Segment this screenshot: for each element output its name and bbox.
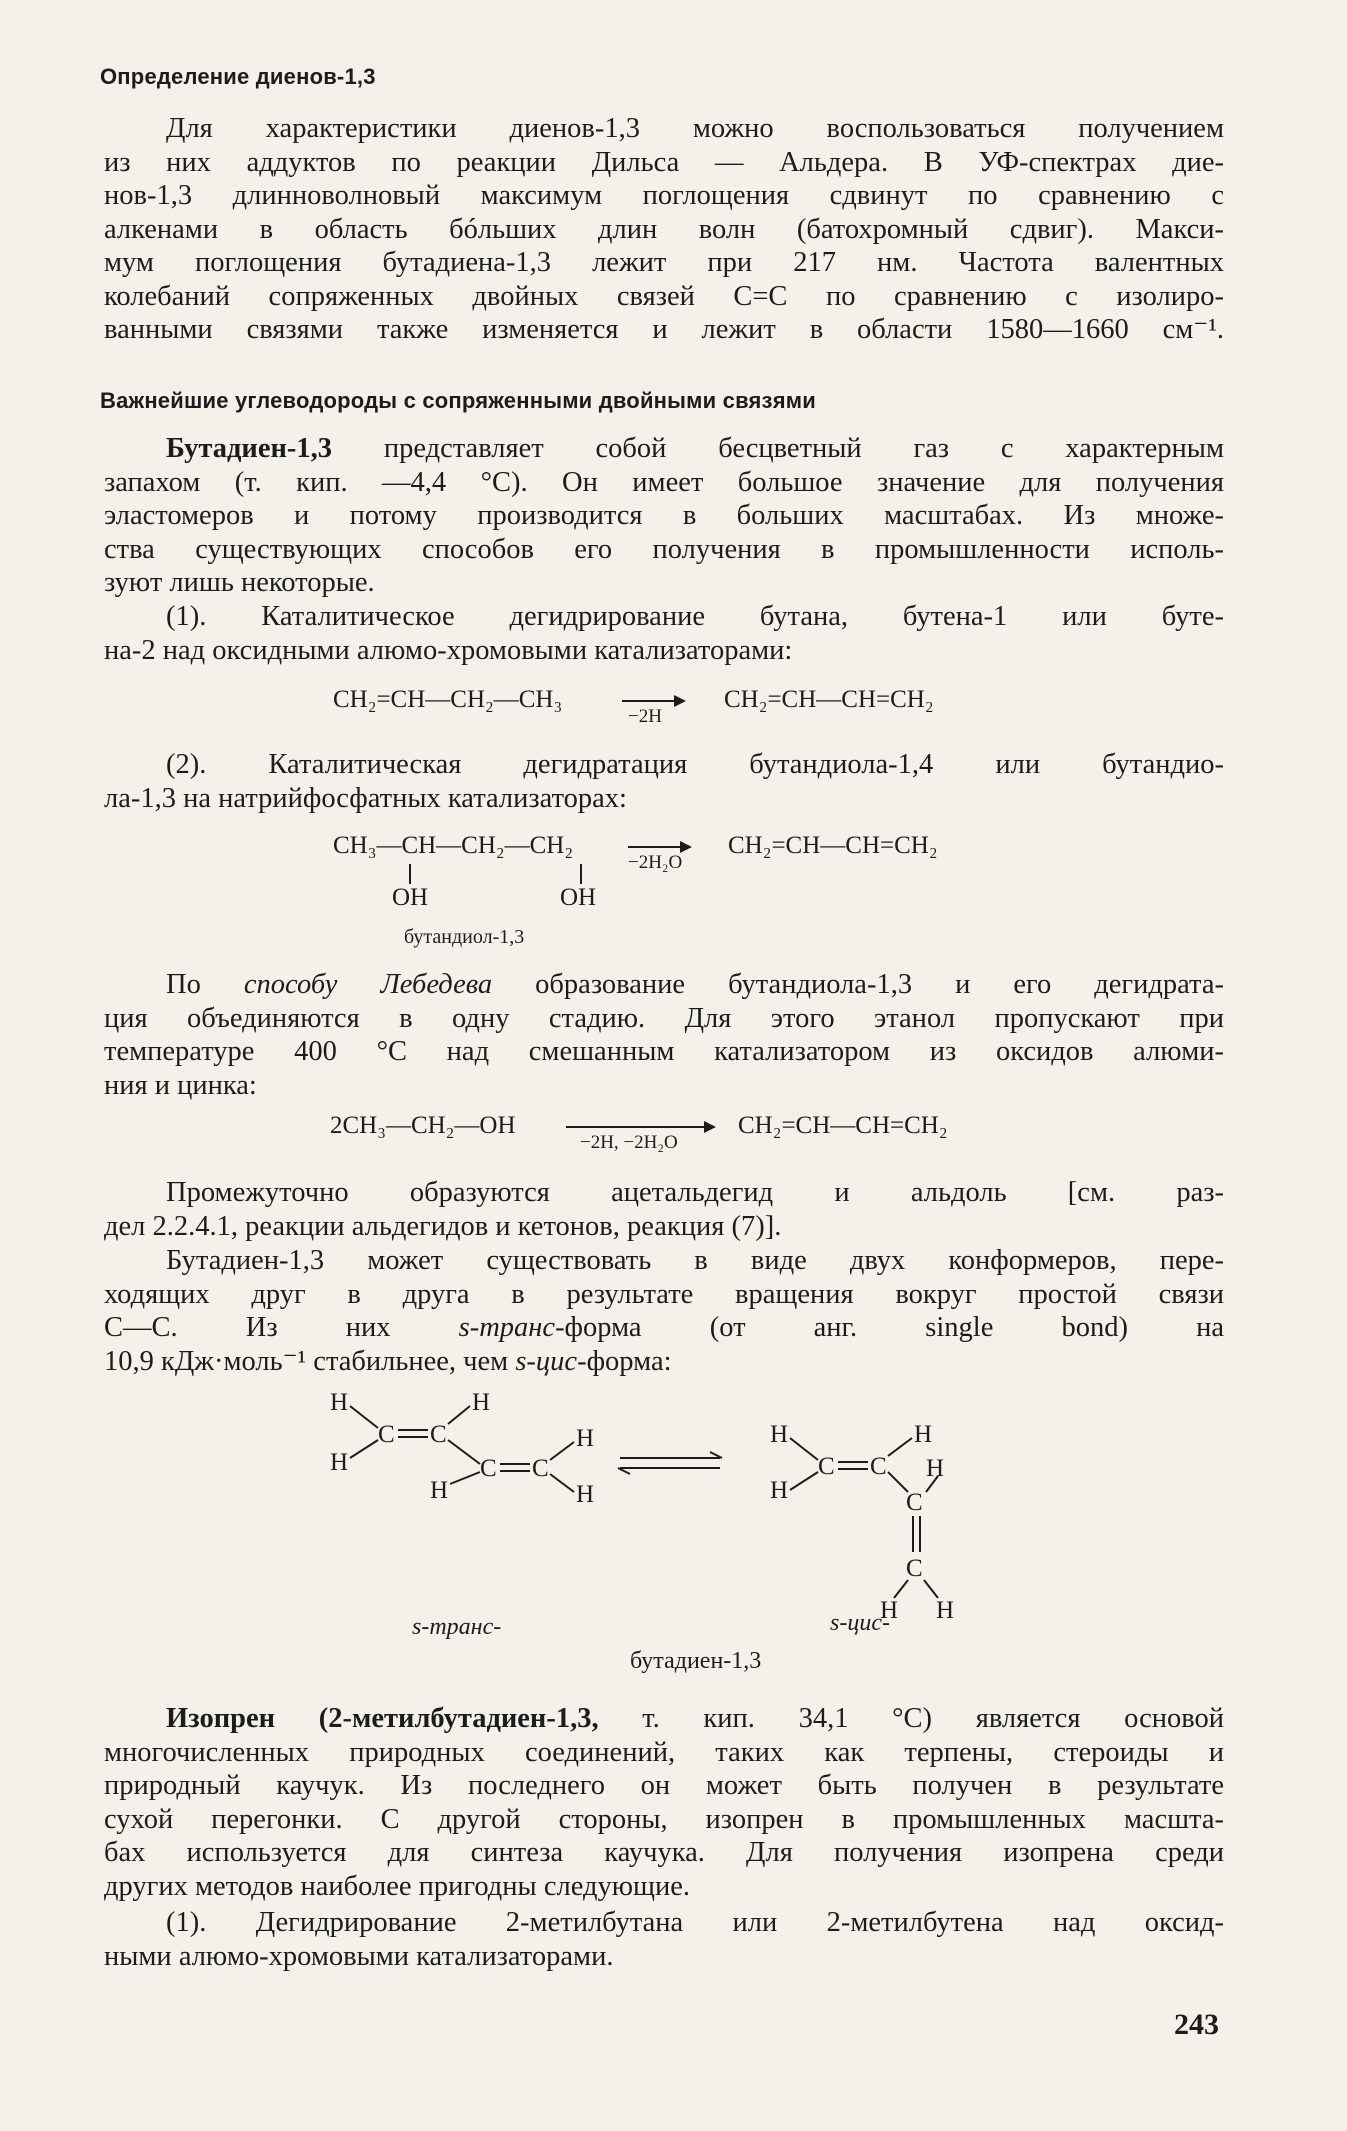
text-line [104,1345,1224,1379]
atom-c: C [378,1421,395,1448]
atom-h: H [770,1477,789,1504]
text-fragment: C—C. Из них [104,1312,459,1343]
text-line: из них аддуктов по реакции Дильса — Альдера. В УФ-спектрах дие- [104,146,1224,178]
atom-h: H [576,1425,595,1452]
bond-line [580,864,582,884]
s-trans-structure [330,1389,594,1508]
text-line: зуют лишь некоторые. [104,567,375,598]
text-line: ства существующих способов его получения в промышленности исполь- [104,533,1224,565]
atom-c: C [532,1455,549,1482]
text-fragment: По [166,969,244,1000]
paragraph-isoprene [104,1702,1224,1903]
text-line: ванными связями также изменяется и лежит в области 1580—1660 см⁻¹. [104,314,1224,345]
atom-h: H [430,1477,449,1504]
text-line: алкенами в область бóльших длин волн (батохромный сдвиг). Макси- [104,213,1224,245]
text-line: ными алюмо-хромовыми катализаторами. [104,1940,614,1972]
hydroxyl-group: OH [560,884,597,911]
equation-2-condition: −2H₂O [628,852,683,873]
butadiene-caption: бутадиен-1,3 [630,1648,762,1674]
term-isoprene: Изопрен (2-метилбутадиен-1,3, [166,1703,599,1734]
atom-h: H [472,1389,491,1416]
text-line: других методов наиболее пригодны следующие. [104,1870,690,1902]
term-butadiene: Бутадиен-1,3 [166,433,333,464]
page-number: 243 [1174,2008,1219,2041]
paragraph-dienes-characterization [104,112,1224,347]
text-line: бах используется для синтеза каучука. Для получения изопрена среди [104,1837,1224,1868]
s-trans-label [412,1614,501,1641]
text-line: сухой перегонки. С другой стороны, изопрен в промышленных масшта- [104,1803,1224,1835]
text-line: (2). Каталитическая дегидратация бутандиола-1,4 или бутандио- [166,749,1224,780]
paragraph-conformers [104,1244,1224,1378]
label-text: s-транс- [412,1614,502,1640]
text-line: Бутадиен-1,3 может существовать в виде двух конформеров, пере- [166,1245,1224,1276]
text-fragment: -форма: [577,1345,672,1377]
text-line [104,1311,1224,1345]
text-line: ходящих друг в друга в результате вращения вокруг простой связи [104,1278,1224,1310]
text-line [104,968,1224,1002]
paragraph-butadiene [104,432,1224,600]
hydroxyl-group: OH [392,884,429,911]
text-fragment: образование бутандиола-1,3 и его дегидрата- [492,969,1224,1000]
text-fragment: представляет собой бесцветный газ с характерным [332,433,1224,464]
reaction-arrow [622,700,684,702]
atom-h: H [914,1421,933,1448]
reaction-arrow [566,1126,714,1128]
butanediol-caption: бутандиол-1,3 [404,926,525,948]
text-line: запахом (т. кип. —4,4 °C). Он имеет большое значение для получения [104,466,1224,498]
section-heading-conjugated: Важнейшие углеводороды с сопряженными двойными связями [100,388,816,413]
equation-3-condition: −2H, −2H₂O [580,1132,678,1153]
text-line: ция объединяются в одну стадию. Для этого этанол пропускают при [104,1002,1224,1034]
term-s-cis: s-цис [515,1345,578,1377]
reaction-arrow [628,846,690,848]
text-line: эластомеров и потому производится в больших масштабах. Из множе- [104,500,1224,531]
equation-1-reactant: CH₂=CH—CH₂—CH₃ [333,686,563,713]
s-cis-structure [770,1421,954,1624]
text-fragment: т. кип. 34,1 °C) является основой [598,1703,1224,1734]
text-line: мум поглощения бутадиена-1,3 лежит при 217 нм. Частота валентных [104,247,1224,278]
text-line: колебаний сопряженных двойных связей C=C по сравнению с изолиро- [104,280,1224,312]
paragraph-isoprene-method-1 [104,1906,1224,1973]
atom-h: H [770,1421,789,1448]
text-line: многочисленных природных соединений, таких как терпены, стероиды и [104,1736,1224,1768]
text-line: Промежуточно образуются ацетальдегид и альдоль [см. раз- [166,1177,1224,1208]
atom-c: C [430,1421,447,1448]
atom-c: C [906,1555,923,1582]
text-line: температуре 400 °C над смешанным катализатором из оксидов алюми- [104,1036,1224,1067]
bond-line [409,864,411,884]
text-line: (1). Дегидрирование 2-метилбутана или 2-метилбутена над оксид- [166,1907,1224,1938]
text-line [104,432,1224,466]
text-line: природный каучук. Из последнего он может быть получен в результате [104,1770,1224,1801]
atom-h: H [330,1449,349,1476]
equilibrium-arrows [618,1452,722,1474]
term-s-trans: s-транс [458,1312,556,1343]
equation-2-reactant: CH₃—CH—CH₂—CH₂ [333,832,574,859]
atom-h: H [576,1481,595,1508]
butadiene-conformers-diagram [320,1380,1020,1640]
atom-c: C [480,1455,497,1482]
atom-h: H [880,1597,899,1624]
equation-3-reactant: 2CH₃—CH₂—OH [330,1112,516,1139]
s-cis-label [830,1610,890,1637]
atom-c: C [906,1489,923,1516]
equation-1-condition: −2H [628,706,662,727]
text-fragment: 10,9 кДж·моль⁻¹ стабильнее, чем [104,1345,516,1377]
equation-3-product: CH₂=CH—CH=CH₂ [738,1112,948,1139]
atom-c: C [870,1453,887,1480]
text-line: нов-1,3 длинноволновый максимум поглощения сдвинут по сравнению с [104,180,1224,211]
text-line: ния и цинка: [104,1069,257,1101]
equation-2-product: CH₂=CH—CH=CH₂ [728,832,938,859]
text-line: (1). Каталитическое дегидрирование бутана, бутена-1 или буте- [166,601,1224,632]
atom-h: H [926,1455,945,1482]
atom-c: C [818,1453,835,1480]
text-fragment: -форма (от анг. single bond) на [555,1312,1224,1343]
text-line: ла-1,3 на натрийфосфатных катализаторах: [104,782,627,814]
label-text: s-цис- [830,1610,890,1636]
text-line: на-2 над оксидными алюмо-хромовыми катализаторами: [104,634,793,666]
term-lebedev: способу Лебедева [243,969,493,1000]
paragraph-intermediates [104,1176,1224,1243]
text-line: Для характеристики диенов-1,3 можно воспользоваться получением [166,113,1224,144]
paragraph-method-1 [104,600,1224,667]
text-line [104,1702,1224,1736]
paragraph-method-2 [104,748,1224,815]
atom-h: H [936,1597,955,1624]
equation-1-product: CH₂=CH—CH=CH₂ [724,686,934,713]
section-heading-dienes: Определение диенов-1,3 [100,64,376,89]
text-line: дел 2.2.4.1, реакции альдегидов и кетонов, реакция (7)]. [104,1210,782,1242]
paragraph-lebedev [104,968,1224,1102]
atom-h: H [330,1389,349,1416]
